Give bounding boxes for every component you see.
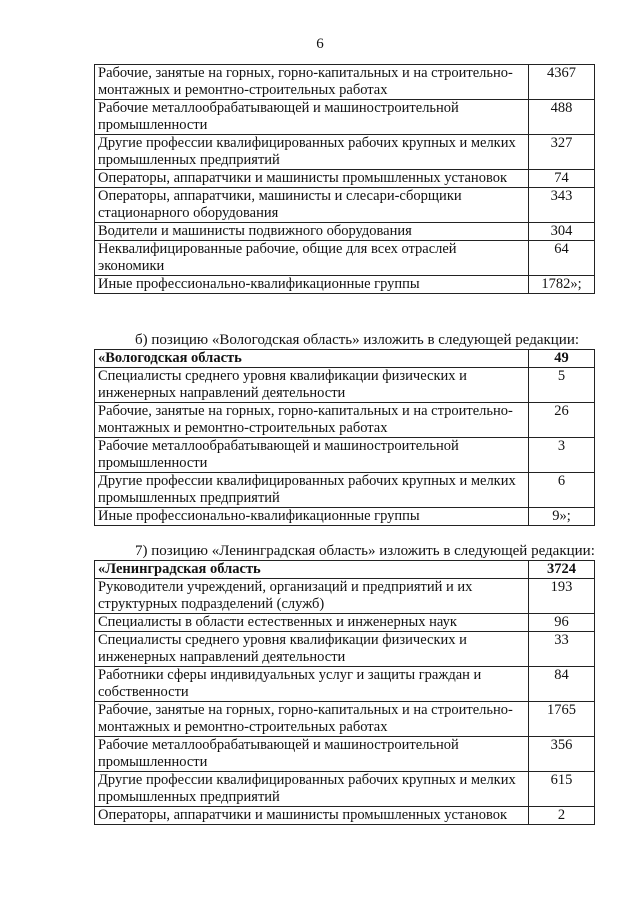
table-row (95, 241, 595, 276)
row-value: 193 (529, 579, 595, 614)
table-row (95, 65, 595, 100)
table-row (95, 614, 595, 632)
region-name: «Вологодская область (95, 350, 529, 368)
row-value: 9»; (529, 508, 595, 526)
row-label: Работники сферы индивидуальных услуг и защиты граждан и собственности (95, 667, 529, 702)
region-total: 3724 (529, 561, 595, 579)
row-value: 5 (529, 368, 595, 403)
table-row (95, 403, 595, 438)
page-number: 6 (316, 36, 324, 52)
table-row (95, 807, 595, 825)
table-leningrad (94, 560, 595, 825)
table-row (95, 508, 595, 526)
row-value: 615 (529, 772, 595, 807)
table-row (95, 223, 595, 241)
row-label: Рабочие, занятые на горных, горно-капитальных и на строительно-монтажных и ремонтно-строительных работах (95, 702, 529, 737)
row-label: Рабочие металлообрабатывающей и машиностроительной промышленности (95, 100, 529, 135)
row-label: Рабочие, занятые на горных, горно-капитальных и на строительно-монтажных и ремонтно-строительных работах (95, 403, 529, 438)
row-label: Другие профессии квалифицированных рабочих крупных и мелких промышленных предприятий (95, 772, 529, 807)
table-row (95, 170, 595, 188)
row-value: 6 (529, 473, 595, 508)
row-value: 304 (529, 223, 595, 241)
table-header-row (95, 350, 595, 368)
row-value: 33 (529, 632, 595, 667)
row-value: 64 (529, 241, 595, 276)
row-label: Рабочие металлообрабатывающей и машиностроительной промышленности (95, 737, 529, 772)
row-label: Иные профессионально-квалификационные группы (95, 276, 529, 294)
row-value: 96 (529, 614, 595, 632)
table-row (95, 702, 595, 737)
table-row (95, 579, 595, 614)
row-label: Операторы, аппаратчики, машинисты и слесари-сборщики стационарного оборудования (95, 188, 529, 223)
table-row (95, 438, 595, 473)
row-value: 1765 (529, 702, 595, 737)
row-value: 3 (529, 438, 595, 473)
table-row (95, 473, 595, 508)
table-row (95, 188, 595, 223)
row-value: 488 (529, 100, 595, 135)
row-value: 356 (529, 737, 595, 772)
table-row (95, 632, 595, 667)
table-row (95, 276, 595, 294)
row-value: 4367 (529, 65, 595, 100)
row-label: Специалисты среднего уровня квалификации физических и инженерных направлений деятельности (95, 632, 529, 667)
region-name: «Ленинградская область (95, 561, 529, 579)
row-label: Специалисты в области естественных и инженерных наук (95, 614, 529, 632)
region-total: 49 (529, 350, 595, 368)
row-label: Водители и машинисты подвижного оборудования (95, 223, 529, 241)
row-label: Операторы, аппаратчики и машинисты промышленных установок (95, 170, 529, 188)
row-label: Рабочие металлообрабатывающей и машиностроительной промышленности (95, 438, 529, 473)
row-value: 2 (529, 807, 595, 825)
table-row (95, 667, 595, 702)
table-row (95, 772, 595, 807)
row-value: 327 (529, 135, 595, 170)
row-value: 26 (529, 403, 595, 438)
table-continuation (94, 64, 595, 294)
row-label: Рабочие, занятые на горных, горно-капитальных и на строительно-монтажных и ремонтно-строительных работах (95, 65, 529, 100)
row-label: Неквалифицированные рабочие, общие для всех отраслей экономики (95, 241, 529, 276)
row-value: 84 (529, 667, 595, 702)
table-vologda (94, 349, 595, 526)
table-header-row (95, 561, 595, 579)
table-row (95, 100, 595, 135)
table-row (95, 135, 595, 170)
row-label: Другие профессии квалифицированных рабочих крупных и мелких промышленных предприятий (95, 473, 529, 508)
row-value: 1782»; (529, 276, 595, 294)
row-value: 74 (529, 170, 595, 188)
row-label: Другие профессии квалифицированных рабочих крупных и мелких промышленных предприятий (95, 135, 529, 170)
row-label: Специалисты среднего уровня квалификации физических и инженерных направлений деятельности (95, 368, 529, 403)
row-label: Руководители учреждений, организаций и предприятий и их структурных подразделений (служб) (95, 579, 529, 614)
table-row (95, 368, 595, 403)
row-label: Иные профессионально-квалификационные группы (95, 508, 529, 526)
row-value: 343 (529, 188, 595, 223)
row-label: Операторы, аппаратчики и машинисты промышленных установок (95, 807, 529, 825)
table-row (95, 737, 595, 772)
